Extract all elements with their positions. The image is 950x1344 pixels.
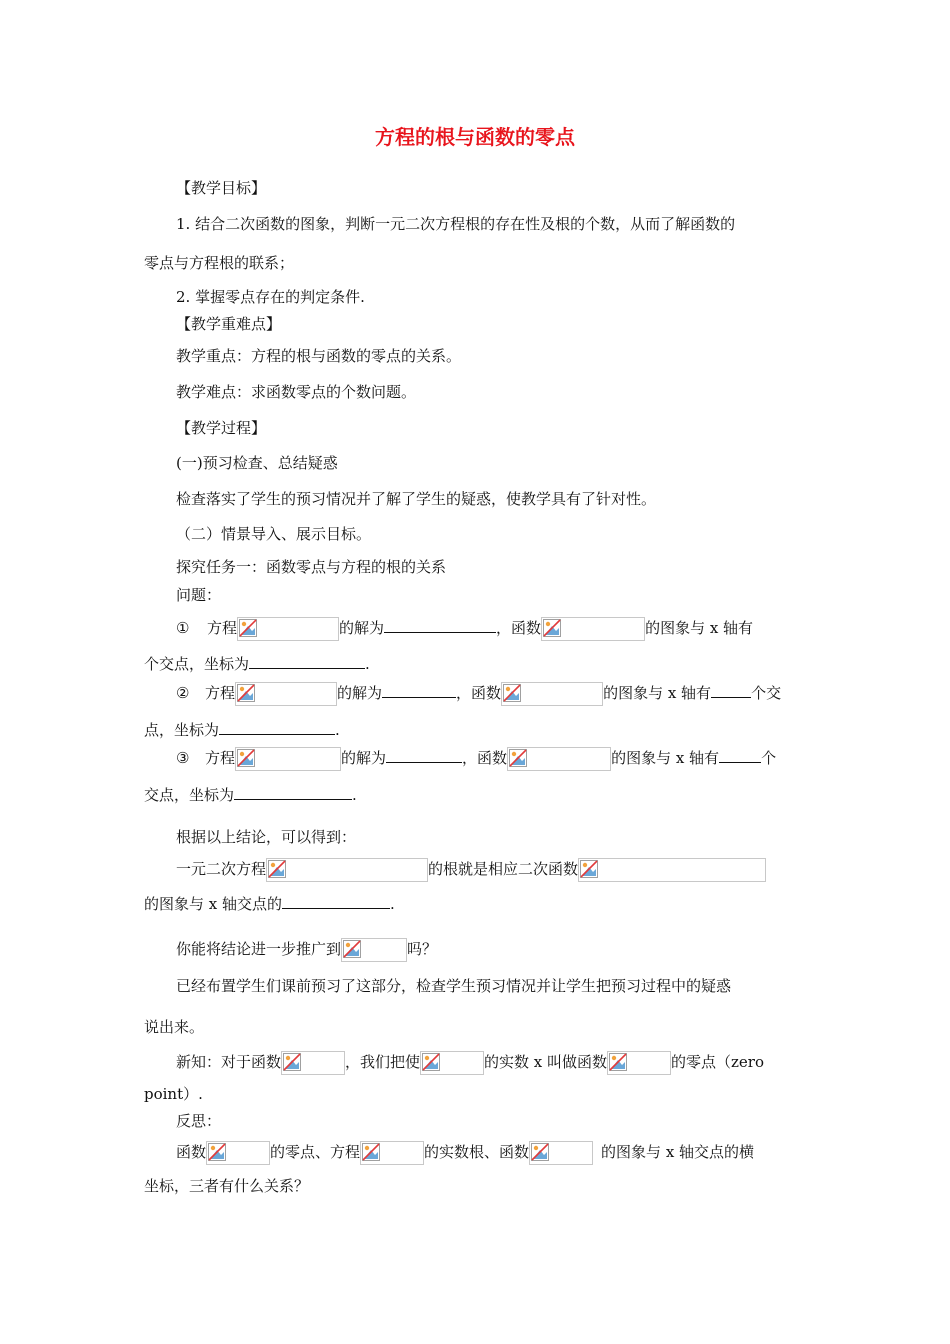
question-3-line-1 [176,746,776,770]
reflect-text: 的实数根、函数 [424,1143,530,1161]
broken-image-icon [237,684,255,702]
step-2-heading: （二）情景导入、展示目标。 [176,525,372,543]
question-1-text-solution: 的解为 [339,619,385,637]
function-image-placeholder [341,938,407,962]
prepared-line-1: 已经布置学生们课前预习了这部分，检查学生预习情况并让学生把预习过程中的疑惑 [176,977,732,995]
question-label: 问题： [176,586,222,604]
answer-blank [282,892,390,909]
section-goals: 【教学目标】 [176,179,267,197]
conclusion-text-function: 的根就是相应二次函数 [428,860,579,878]
question-1-text-equation: 方程 [207,619,238,637]
question-2-text-function: ，函数 [456,684,502,702]
new-knowledge-text: 新知：对于函数 [176,1053,282,1071]
section-process: 【教学过程】 [176,419,267,437]
answer-blank [219,718,335,735]
question-2-text-equation: 方程 [205,684,236,702]
conclusion-line-2 [144,892,395,912]
broken-image-icon [237,749,255,767]
question-1-text-coords: 个交点，坐标为 [144,655,250,673]
equation-image-placeholder [420,1051,484,1075]
broken-image-icon [362,1143,380,1161]
goal-2: 2. 掌握零点存在的判定条件. [176,288,365,306]
answer-blank [386,746,462,763]
goal-1-line-1: 1. 结合二次函数的图象，判断一元二次方程根的存在性及根的个数，从而了解函数的 [176,215,736,233]
reflect-line-2: 坐标，三者有什么关系？ [144,1177,310,1195]
conclusion-text-equation: 一元二次方程 [176,860,267,878]
answer-blank [234,783,352,800]
equation-image-placeholder [235,682,337,706]
function-image-placeholder [607,1051,671,1075]
answer-blank [382,681,456,698]
broken-image-icon [580,860,598,878]
answer-blank [384,616,496,633]
period: . [365,655,370,673]
reflect-text: 的图象与 x 轴交点的横 [601,1143,755,1161]
conclusion-line-1 [176,857,766,881]
function-image-placeholder [206,1141,270,1165]
equation-image-placeholder [266,858,428,882]
question-3-text-equation: 方程 [205,749,236,767]
generalize-text-end: 吗？ [407,940,438,958]
broken-image-icon [422,1053,440,1071]
new-knowledge-line-1 [176,1050,764,1074]
reflect-text: 函数 [176,1143,207,1161]
period: . [335,721,340,739]
generalize-question [176,937,437,961]
function-image-placeholder [501,682,603,706]
period: . [390,895,395,913]
function-image-placeholder [529,1141,593,1165]
section-keypoints: 【教学重难点】 [176,315,282,333]
reflect-line-1 [176,1140,754,1164]
answer-blank [719,746,761,763]
broken-image-icon [531,1143,549,1161]
question-3-text-coords: 交点，坐标为 [144,786,235,804]
broken-image-icon [503,684,521,702]
question-2-line-2 [144,718,340,738]
question-3-text-count: 个 [761,749,777,767]
question-1-number: ① [176,619,190,637]
question-1-line-2 [144,652,370,672]
question-3-line-2 [144,783,357,803]
goal-1-line-2: 零点与方程根的联系； [144,254,295,272]
question-3-text-graph: 的图象与 x 轴有 [611,749,720,767]
question-2-number: ② [176,684,190,702]
broken-image-icon [543,619,561,637]
function-image-placeholder [541,617,645,641]
new-knowledge-line-2: point）. [144,1085,203,1103]
answer-blank [249,652,365,669]
conclusion-text-graph: 的图象与 x 轴交点的 [144,895,282,913]
equation-image-placeholder [360,1141,424,1165]
reflect-label: 反思： [176,1112,222,1130]
new-knowledge-text: 的零点（zero [671,1053,765,1071]
prepared-line-2: 说出来。 [144,1018,205,1036]
period: . [352,786,357,804]
new-knowledge-text: 的实数 x 叫做函数 [484,1053,608,1071]
question-3-number: ③ [176,749,190,767]
conclusion-intro: 根据以上结论，可以得到： [176,828,357,846]
question-2-text-solution: 的解为 [337,684,383,702]
step-1-heading: (一)预习检查、总结疑惑 [176,454,338,472]
broken-image-icon [509,749,527,767]
broken-image-icon [239,619,257,637]
question-2-text-coords: 点，坐标为 [144,721,220,739]
question-3-text-function: ，函数 [462,749,508,767]
broken-image-icon [343,940,361,958]
question-1-text-graph: 的图象与 x 轴有 [645,619,754,637]
page-title: 方程的根与函数的零点 [375,125,575,149]
answer-blank [711,681,751,698]
step-1-description: 检查落实了学生的预习情况并了解了学生的疑惑，使教学具有了针对性。 [176,490,657,508]
question-2-line-1 [176,681,781,705]
question-2-text-graph: 的图象与 x 轴有 [603,684,712,702]
task-1-heading: 探究任务一：函数零点与方程的根的关系 [176,558,447,576]
reflect-text: 的零点、方程 [270,1143,361,1161]
generalize-text: 你能将结论进一步推广到 [176,940,342,958]
equation-image-placeholder [235,747,341,771]
question-1-line-1 [176,616,753,640]
new-knowledge-text: ，我们把使 [345,1053,421,1071]
broken-image-icon [208,1143,226,1161]
question-1-text-function: ，函数 [496,619,542,637]
question-3-text-solution: 的解为 [341,749,387,767]
function-image-placeholder [281,1051,345,1075]
question-2-text-count: 个交 [751,684,782,702]
function-image-placeholder [578,858,766,882]
broken-image-icon [609,1053,627,1071]
broken-image-icon [268,860,286,878]
key-point: 教学重点：方程的根与函数的零点的关系。 [176,347,462,365]
function-image-placeholder [507,747,611,771]
broken-image-icon [283,1053,301,1071]
equation-image-placeholder [237,617,339,641]
difficulty-point: 教学难点：求函数零点的个数问题。 [176,383,417,401]
